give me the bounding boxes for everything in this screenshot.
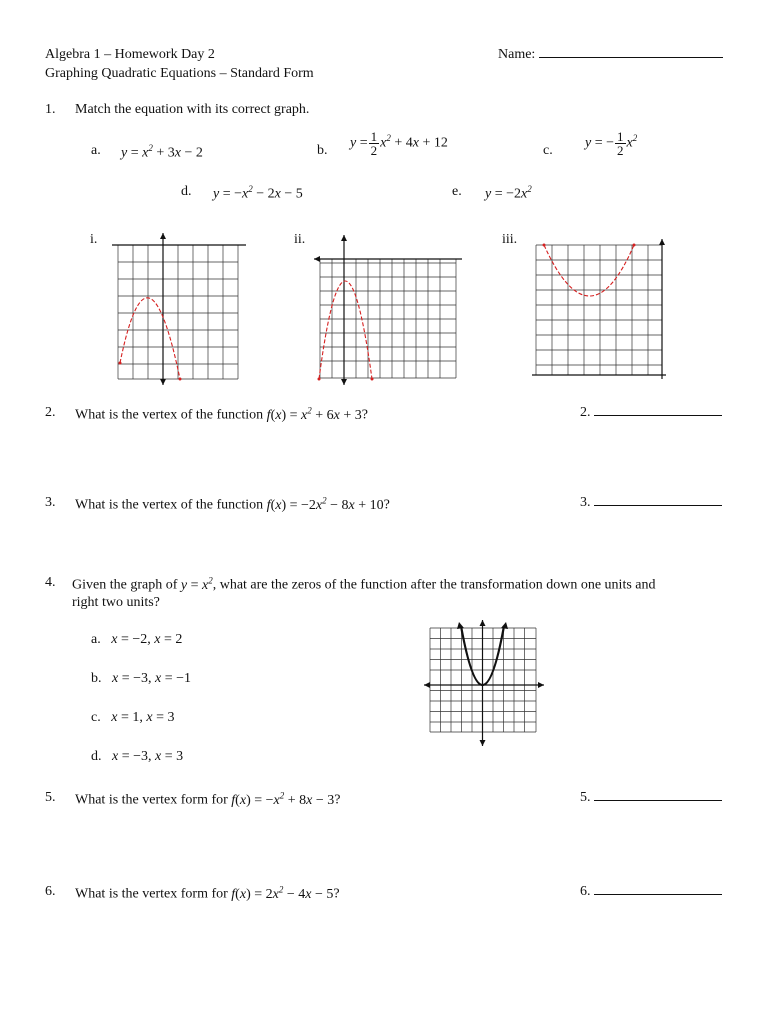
q6-prompt: What is the vertex form for $f(x) = 2x^2 - 4x - 5$?: [75, 884, 340, 902]
q4-choice-d[interactable]: d. x = −3, x = 3: [91, 749, 184, 764]
q3-answer[interactable]: 3.: [580, 495, 722, 511]
q4-prompt-line1: Given the graph of $y = x^2$, what are the zeros of the function after the transformation down one units and: [72, 575, 656, 593]
q4-choice-a[interactable]: a. x = −2, x = 2: [91, 632, 183, 647]
q2-function: $f(x) = x^2 + 6x + 3$: [266, 405, 362, 423]
q2-answer-blank[interactable]: [594, 415, 722, 416]
q5-answer[interactable]: 5.: [580, 790, 722, 806]
q4-function: $y = x^2$: [180, 575, 213, 593]
graph-ii-label: ii.: [294, 232, 306, 247]
q6-function: $f(x) = 2x^2 - 4x - 5$: [231, 884, 334, 902]
name-blank[interactable]: [539, 57, 723, 58]
q3-function: $f(x) = -2x^2 - 8x + 10$: [266, 495, 384, 513]
q2-number: 2.: [45, 405, 56, 420]
graph-iii: [530, 237, 670, 387]
q3-prompt: What is the vertex of the function $f(x) = -2x^2 - 8x + 10$?: [75, 495, 390, 513]
q1-option-c-equation: y = − $\frac{1}{2}$ $x^2$: [585, 129, 638, 158]
q1-option-a-equation: $y = x^2 + 3x - 2$: [121, 143, 203, 161]
q1-option-e-equation: $y = -2x^2$: [485, 184, 532, 202]
graph-ii-grid: [320, 259, 456, 378]
graph-i-grid: [118, 245, 238, 379]
graph-iii-grid: [536, 245, 662, 375]
q6-number: 6.: [45, 884, 56, 899]
q3-prompt-text: What is the vertex of the function: [75, 497, 264, 513]
q2-prompt-text: What is the vertex of the function: [75, 407, 264, 423]
course-title: Algebra 1 – Homework Day 2: [45, 47, 215, 62]
q1-option-a-letter: a.: [91, 143, 101, 158]
q4-choice-b[interactable]: b. x = −3, x = −1: [91, 671, 192, 686]
graph-i: [110, 233, 250, 388]
graph-iii-label: iii.: [502, 232, 518, 247]
q4-number: 4.: [45, 575, 56, 590]
q1-option-e-letter: e.: [452, 184, 462, 199]
q6-answer[interactable]: 6.: [580, 884, 722, 900]
q4-graph: [424, 618, 550, 748]
topic-title: Graphing Quadratic Equations – Standard Form: [45, 66, 314, 81]
q1-option-b-equation: y = $\frac{1}{2}$ $x^2 + 4x + 12$: [350, 129, 448, 158]
q6-prompt-text: What is the vertex form for: [75, 886, 228, 902]
q3-number: 3.: [45, 495, 56, 510]
q3-answer-blank[interactable]: [594, 505, 722, 506]
q2-prompt: What is the vertex of the function $f(x) = x^2 + 6x + 3$?: [75, 405, 368, 423]
q5-number: 5.: [45, 790, 56, 805]
q1-option-d-letter: d.: [181, 184, 192, 199]
q6-answer-blank[interactable]: [594, 894, 722, 895]
q1-option-d-equation: $y = -x^2 - 2x - 5$: [213, 184, 303, 202]
q1-option-b-letter: b.: [317, 143, 328, 158]
q4-prompt-line2: right two units?: [72, 595, 160, 610]
graph-ii: [312, 233, 468, 388]
graph-i-label: i.: [90, 232, 98, 247]
q1-number: 1.: [45, 102, 56, 117]
name-field[interactable]: [498, 47, 723, 63]
graph-i-curve: [120, 298, 180, 379]
name-label: Name:: [498, 47, 536, 62]
q1-prompt: Match the equation with its correct graph.: [75, 102, 310, 117]
graph-ii-curve: [319, 281, 372, 379]
q2-answer[interactable]: 2.: [580, 405, 722, 421]
q5-prompt: What is the vertex form for $f(x) = -x^2 + 8x - 3$?: [75, 790, 341, 808]
graph-iii-curve: [544, 245, 634, 296]
q4-choice-c[interactable]: c. x = 1, x = 3: [91, 710, 175, 725]
q5-answer-blank[interactable]: [594, 800, 722, 801]
q5-prompt-text: What is the vertex form for: [75, 792, 228, 808]
q1-option-c-letter: c.: [543, 143, 553, 158]
q5-function: $f(x) = -x^2 + 8x - 3$: [231, 790, 335, 808]
